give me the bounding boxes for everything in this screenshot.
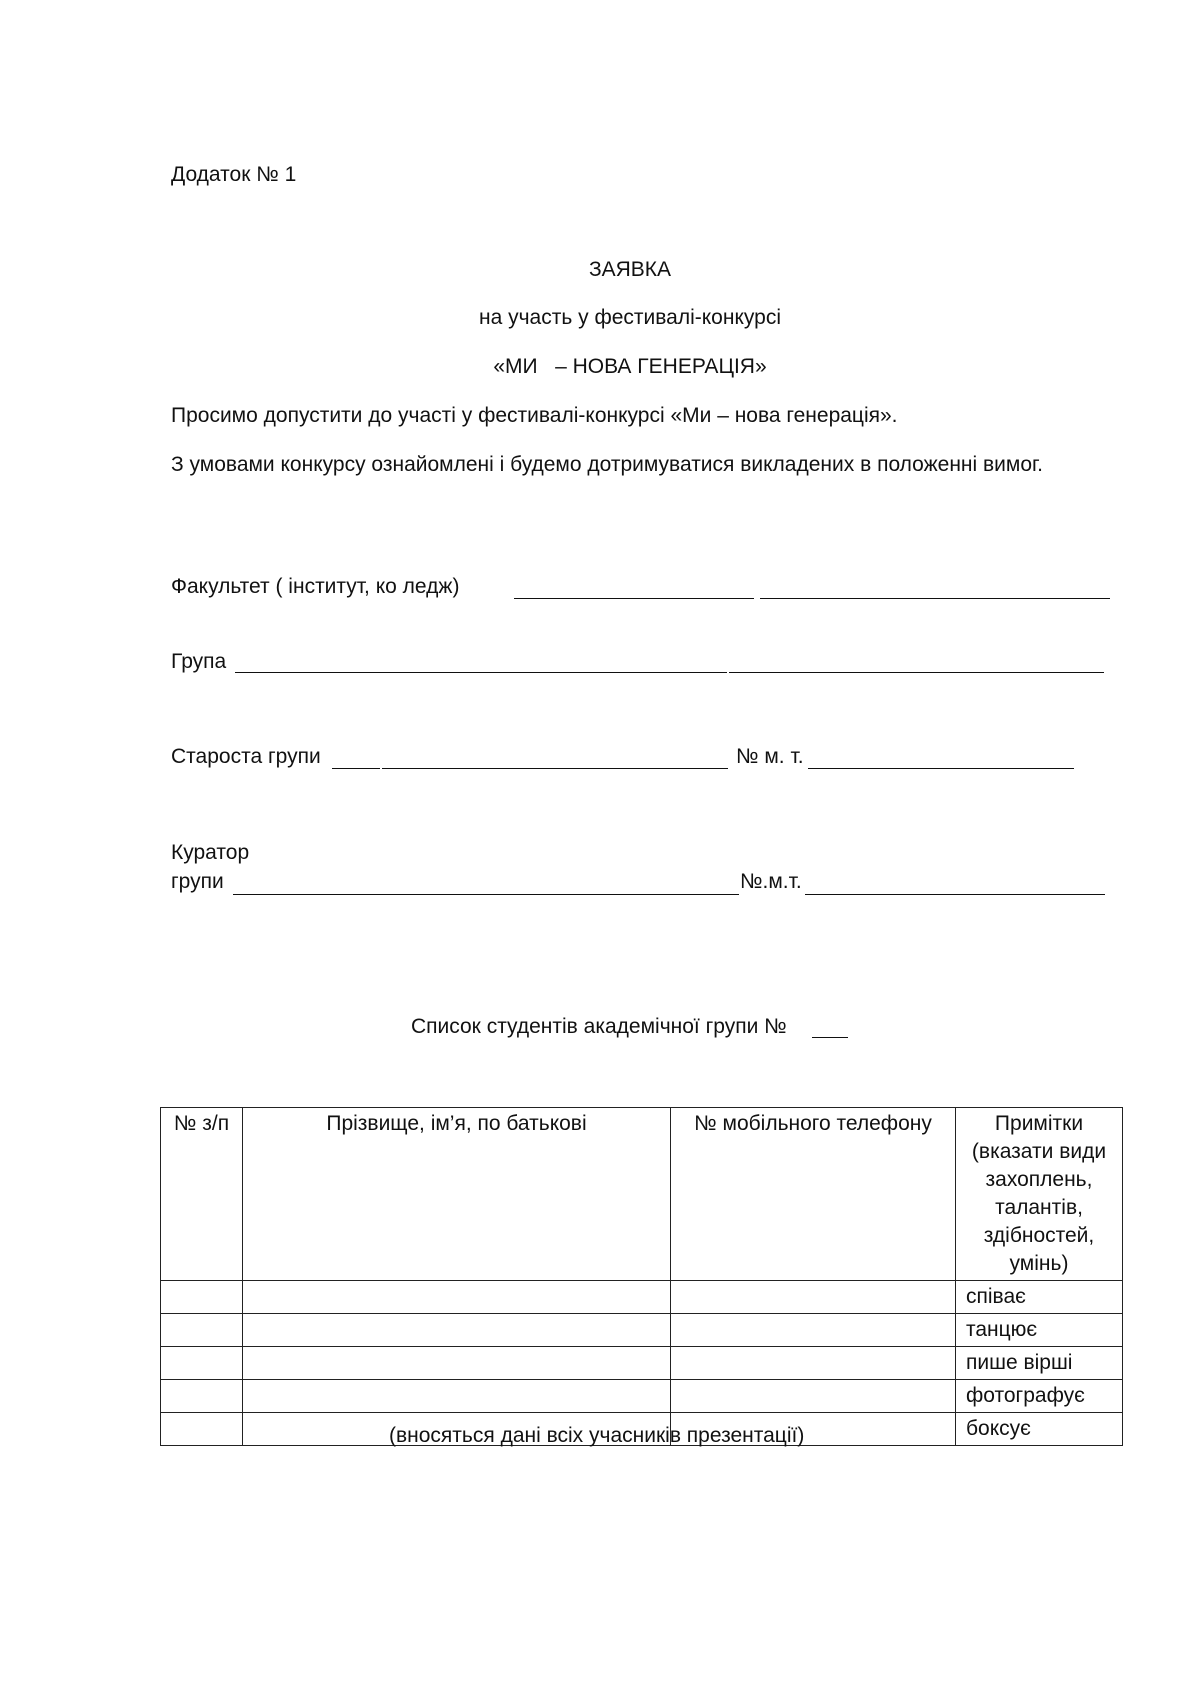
cell-notes[interactable]: танцює <box>956 1314 1123 1347</box>
monitor-field-line-2[interactable] <box>382 768 728 769</box>
cell-name[interactable] <box>243 1347 671 1380</box>
cell-notes[interactable]: пише вірші <box>956 1347 1123 1380</box>
students-table <box>160 1107 1123 1446</box>
monitor-field-line[interactable] <box>332 768 380 769</box>
monitor-phone-field-line[interactable] <box>808 768 1074 769</box>
cell-notes[interactable]: співає <box>956 1281 1123 1314</box>
list-title <box>411 1015 787 1039</box>
cell-notes[interactable]: боксує <box>956 1413 1123 1446</box>
curator-label-cont: групи <box>171 870 224 893</box>
table-row <box>161 1281 1123 1314</box>
curator-phone-field-line[interactable] <box>805 894 1105 895</box>
column-header-notes: Примітки (вказати види захоплень, талантів, здібностей, умінь) <box>956 1108 1123 1281</box>
table-footnote: (вносяться дані всіх учасників презентації) <box>389 1424 805 1447</box>
festival-name: «МИ – НОВА ГЕНЕРАЦІЯ» <box>493 355 767 378</box>
table-row <box>161 1380 1123 1413</box>
cell-notes[interactable]: фотографує <box>956 1380 1123 1413</box>
intro-request: Просимо допустити до участі у фестивалі-конкурсі «Ми – нова генерація». <box>171 404 898 427</box>
cell-phone[interactable] <box>671 1281 956 1314</box>
cell-phone[interactable] <box>671 1380 956 1413</box>
table-header-row <box>161 1108 1123 1281</box>
cell-phone[interactable] <box>671 1347 956 1380</box>
table-row <box>161 1314 1123 1347</box>
group-number-field-line[interactable] <box>812 1037 848 1038</box>
group-field-line[interactable] <box>235 672 727 673</box>
curator-phone-label: №.м.т. <box>740 870 802 893</box>
table-row <box>161 1347 1123 1380</box>
cell-number[interactable] <box>161 1281 243 1314</box>
faculty-field-line[interactable] <box>514 598 754 599</box>
cell-number[interactable] <box>161 1380 243 1413</box>
group-field-line-2[interactable] <box>729 672 1104 673</box>
document-subtitle: на участь у фестивалі-конкурсі <box>478 306 781 329</box>
faculty-label: Факультет ( інститут, ко ледж) <box>171 575 460 598</box>
cell-phone[interactable] <box>671 1314 956 1347</box>
column-header-phone: № мобільного телефону <box>671 1108 956 1281</box>
list-title-text: Список студентів академічної групи № <box>411 1015 787 1038</box>
cell-name[interactable] <box>243 1281 671 1314</box>
column-header-name: Прізвище, ім’я, по батькові <box>243 1108 671 1281</box>
intro-agreement: З умовами конкурсу ознайомлені і будемо дотримуватися викладених в положенні вимог. <box>171 453 1043 476</box>
cell-number[interactable] <box>161 1347 243 1380</box>
curator-label: Куратор <box>171 841 250 864</box>
document-title: ЗАЯВКА <box>588 258 672 281</box>
cell-number[interactable] <box>161 1314 243 1347</box>
monitor-label: Староста групи <box>171 745 321 768</box>
group-label: Група <box>171 650 227 673</box>
column-header-number: № з/п <box>161 1108 243 1281</box>
faculty-field-line-2[interactable] <box>760 598 1110 599</box>
appendix-label: Додаток № 1 <box>171 163 297 186</box>
curator-field-line[interactable] <box>233 894 739 895</box>
cell-name[interactable] <box>243 1380 671 1413</box>
cell-number[interactable] <box>161 1413 243 1446</box>
cell-name[interactable] <box>243 1314 671 1347</box>
monitor-phone-label: № м. т. <box>736 745 804 768</box>
